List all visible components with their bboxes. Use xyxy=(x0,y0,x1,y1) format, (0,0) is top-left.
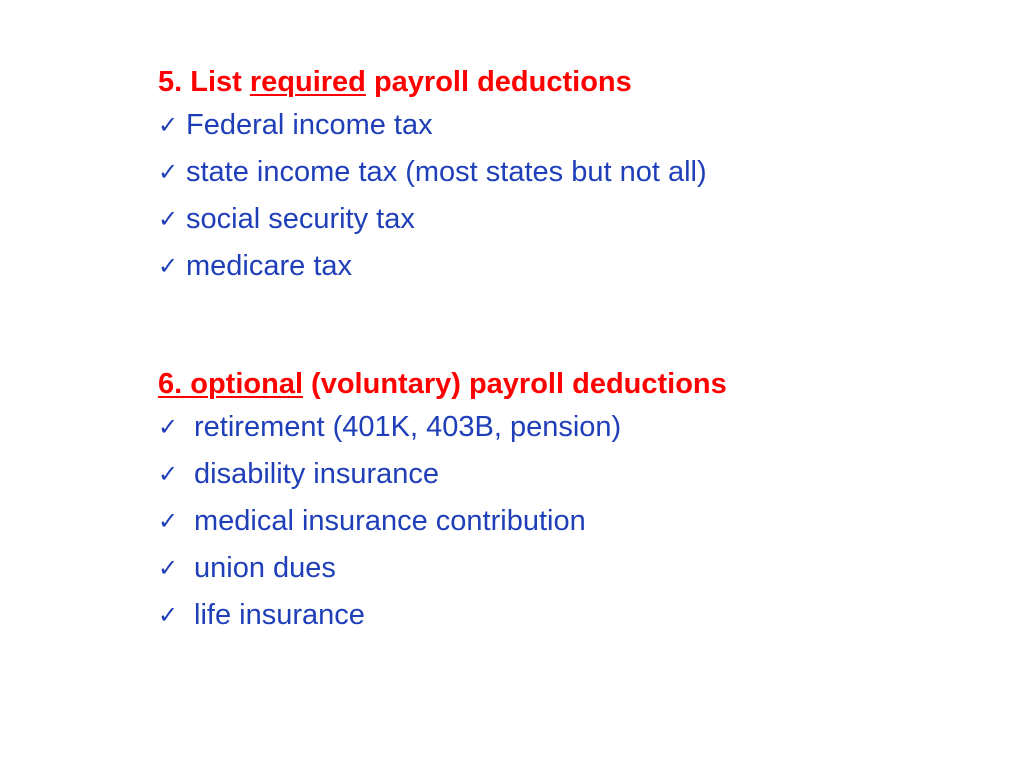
check-icon: ✓ xyxy=(158,111,179,139)
check-icon: ✓ xyxy=(158,252,179,280)
optional-deductions-section xyxy=(158,364,978,639)
heading-suffix: payroll deductions xyxy=(365,66,632,98)
list-item xyxy=(158,404,978,451)
list-item-label: disability insurance xyxy=(194,458,440,490)
heading-suffix: (voluntary) payroll deductions xyxy=(303,368,727,400)
optional-deductions-heading xyxy=(158,364,978,404)
list-item xyxy=(158,592,978,639)
list-item-label: life insurance xyxy=(194,599,365,631)
list-item xyxy=(158,451,978,498)
list-item xyxy=(158,196,978,243)
check-icon: ✓ xyxy=(158,554,179,582)
check-icon: ✓ xyxy=(158,601,179,629)
check-icon: ✓ xyxy=(158,158,179,186)
required-deductions-section xyxy=(158,62,978,290)
check-icon: ✓ xyxy=(158,507,179,535)
required-deductions-heading xyxy=(158,62,978,102)
list-item xyxy=(158,102,978,149)
list-item-label: state income tax (most states but not all) xyxy=(186,156,707,188)
list-item xyxy=(158,243,978,290)
list-item-label: social security tax xyxy=(186,203,415,235)
list-item xyxy=(158,149,978,196)
list-item-label: medical insurance contribution xyxy=(194,505,586,537)
list-item xyxy=(158,545,978,592)
heading-emphasis-required: required xyxy=(249,66,366,98)
heading-prefix: 5. List xyxy=(158,66,250,98)
check-icon: ✓ xyxy=(158,205,179,233)
list-item xyxy=(158,498,978,545)
list-item-label: medicare tax xyxy=(186,250,353,282)
check-icon: ✓ xyxy=(158,460,179,488)
heading-emphasis-optional: 6. optional xyxy=(158,368,303,400)
list-item-label: union dues xyxy=(194,552,336,584)
list-item-label: retirement (401K, 403B, pension) xyxy=(194,411,622,443)
check-icon: ✓ xyxy=(158,413,179,441)
list-item-label: Federal income tax xyxy=(186,109,433,141)
